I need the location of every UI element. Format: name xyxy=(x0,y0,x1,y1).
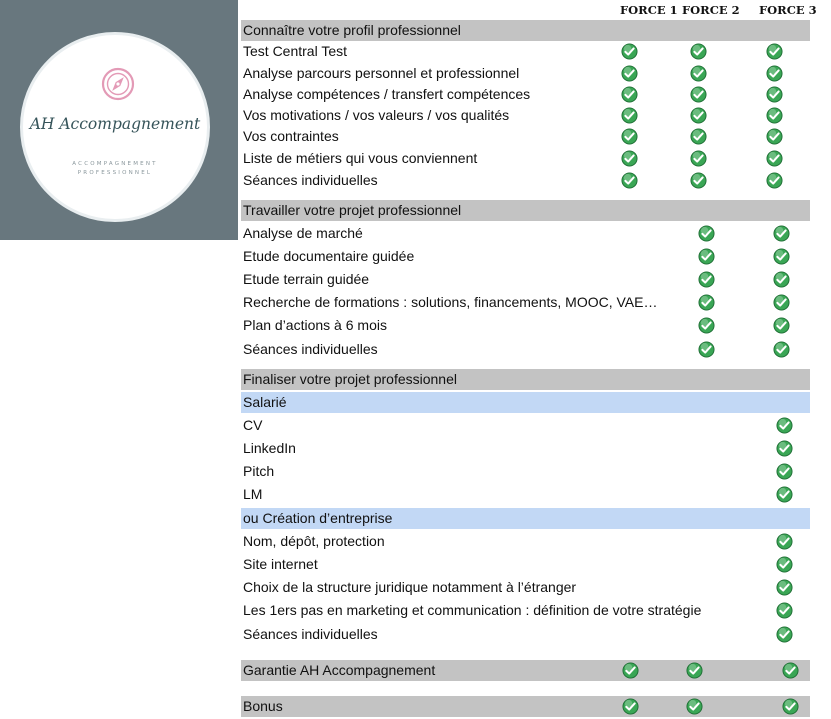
check-icon xyxy=(686,662,703,679)
check-icon xyxy=(690,86,707,103)
check-icon xyxy=(766,150,783,167)
section-header-row xyxy=(241,369,810,390)
row-label: Les 1ers pas en marketing et communication : définition de votre stratégie xyxy=(243,602,702,618)
column-header-force-3: FORCE 3 xyxy=(759,3,817,17)
check-icon xyxy=(773,317,790,334)
table-row xyxy=(241,170,810,191)
check-icon xyxy=(690,43,707,60)
row-label: Travailler votre projet professionnel xyxy=(243,202,462,218)
check-icon xyxy=(773,225,790,242)
check-icon xyxy=(621,172,638,189)
subsection-header-row xyxy=(241,508,810,529)
check-icon xyxy=(776,602,793,619)
table-row xyxy=(241,484,810,505)
check-icon xyxy=(776,486,793,503)
row-label: Nom, dépôt, protection xyxy=(243,533,385,549)
row-label: Plan d’actions à 6 mois xyxy=(243,317,387,333)
check-icon xyxy=(776,463,793,480)
row-label: Liste de métiers qui vous conviennent xyxy=(243,150,478,166)
check-icon xyxy=(766,65,783,82)
row-label: Choix de la structure juridique notamment à l’étranger xyxy=(243,579,577,595)
check-icon xyxy=(621,86,638,103)
row-label: LinkedIn xyxy=(243,440,296,456)
row-label: LM xyxy=(243,486,263,502)
table-row xyxy=(241,41,810,62)
compass-icon xyxy=(101,67,135,101)
row-label: Vos contraintes xyxy=(243,128,339,144)
check-icon xyxy=(776,417,793,434)
section-header-row xyxy=(241,696,810,717)
table-row xyxy=(241,223,810,244)
row-label: Pitch xyxy=(243,463,275,479)
row-label: Garantie AH Accompagnement xyxy=(243,662,436,678)
table-row xyxy=(241,292,810,313)
row-label: Analyse compétences / transfert compétences xyxy=(243,86,531,102)
check-icon xyxy=(686,698,703,715)
check-icon xyxy=(773,294,790,311)
check-icon xyxy=(690,107,707,124)
logo-panel xyxy=(0,0,238,240)
section-header-row xyxy=(241,200,810,221)
table-row xyxy=(241,105,810,126)
check-icon xyxy=(773,248,790,265)
check-icon xyxy=(766,43,783,60)
row-label: Séances individuelles xyxy=(243,341,378,357)
row-label: Séances individuelles xyxy=(243,626,378,642)
table-row xyxy=(241,84,810,105)
check-icon xyxy=(776,579,793,596)
table-row xyxy=(241,461,810,482)
row-label: Recherche de formations : solutions, financements, MOOC, VAE… xyxy=(243,294,658,310)
column-header-force-2: FORCE 2 xyxy=(682,3,740,17)
check-icon xyxy=(622,662,639,679)
check-icon xyxy=(766,128,783,145)
check-icon xyxy=(622,698,639,715)
row-label: Etude documentaire guidée xyxy=(243,248,415,264)
row-label: Analyse parcours personnel et professionnel xyxy=(243,65,520,81)
row-label: Site internet xyxy=(243,556,318,572)
check-icon xyxy=(690,65,707,82)
row-label: Vos motivations / vos valeurs / vos qualités xyxy=(243,107,510,123)
table-row xyxy=(241,339,810,360)
table-row xyxy=(241,315,810,336)
row-label: Test Central Test xyxy=(243,43,348,59)
table-row xyxy=(241,415,810,436)
table-row xyxy=(241,531,810,552)
check-icon xyxy=(698,271,715,288)
logo-badge xyxy=(20,32,210,222)
row-label: Salarié xyxy=(243,394,287,410)
check-icon xyxy=(766,86,783,103)
check-icon xyxy=(698,317,715,334)
check-icon xyxy=(766,107,783,124)
row-label: Finaliser votre projet professionnel xyxy=(243,371,457,387)
logo-subtitle: ACCOMPAGNEMENT PROFESSIONNEL xyxy=(72,161,158,176)
table-row xyxy=(241,554,810,575)
check-icon xyxy=(698,225,715,242)
check-icon xyxy=(621,150,638,167)
check-icon xyxy=(773,341,790,358)
section-header-row xyxy=(241,660,810,681)
logo-title: AH Accompagnement xyxy=(29,115,201,133)
check-icon xyxy=(621,107,638,124)
check-icon xyxy=(773,271,790,288)
row-label: Analyse de marché xyxy=(243,225,363,241)
section-header-row xyxy=(241,20,810,41)
row-label: ou Création d’entreprise xyxy=(243,510,393,526)
table-row xyxy=(241,126,810,147)
check-icon xyxy=(690,150,707,167)
check-icon xyxy=(698,248,715,265)
check-icon xyxy=(698,294,715,311)
table-row xyxy=(241,624,810,645)
table-row xyxy=(241,600,810,621)
check-icon xyxy=(776,626,793,643)
row-label: CV xyxy=(243,417,263,433)
subsection-header-row xyxy=(241,392,810,413)
check-icon xyxy=(776,440,793,457)
check-icon xyxy=(776,533,793,550)
check-icon xyxy=(782,698,799,715)
check-icon xyxy=(621,43,638,60)
table-row xyxy=(241,269,810,290)
check-icon xyxy=(698,341,715,358)
check-icon xyxy=(776,556,793,573)
row-label: Connaître votre profil professionnel xyxy=(243,22,461,38)
table-row xyxy=(241,148,810,169)
check-icon xyxy=(621,128,638,145)
check-icon xyxy=(690,128,707,145)
row-label: Séances individuelles xyxy=(243,172,378,188)
row-label: Bonus xyxy=(243,698,283,714)
table-row xyxy=(241,63,810,84)
check-icon xyxy=(766,172,783,189)
check-icon xyxy=(621,65,638,82)
table-row xyxy=(241,438,810,459)
check-icon xyxy=(690,172,707,189)
table-row xyxy=(241,577,810,598)
column-header-force-1: FORCE 1 xyxy=(620,3,678,17)
row-label: Etude terrain guidée xyxy=(243,271,370,287)
check-icon xyxy=(782,662,799,679)
table-row xyxy=(241,246,810,267)
